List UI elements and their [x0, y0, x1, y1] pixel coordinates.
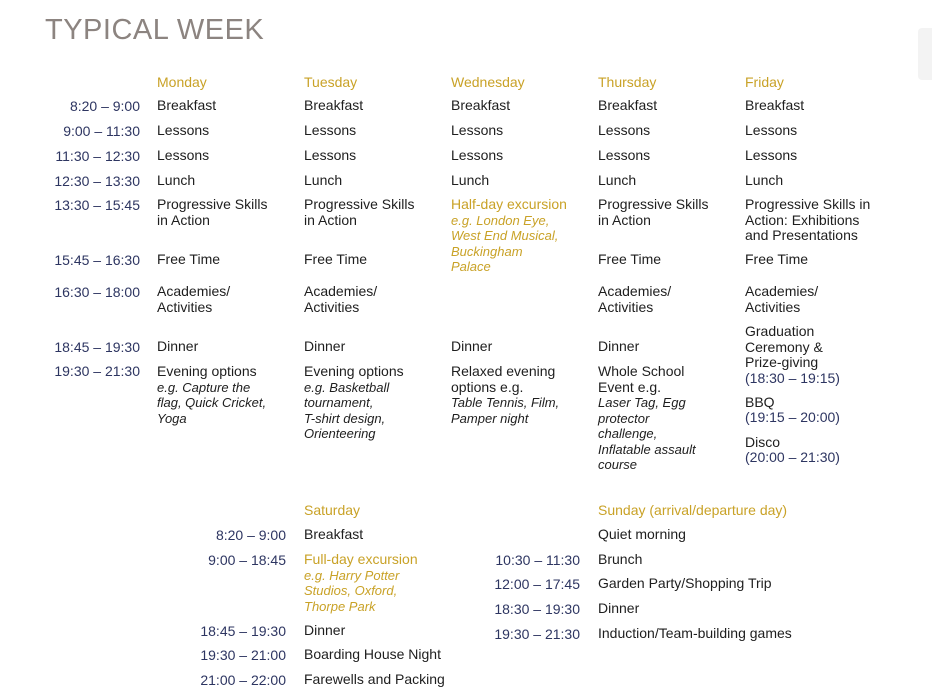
time-slot: 15:45 – 16:30	[54, 252, 140, 268]
time-slot: 18:45 – 19:30	[54, 339, 140, 355]
cell-friday-disco: Disco	[745, 434, 781, 450]
cell-free-time: Free Time	[157, 251, 221, 267]
cell-lessons: Lessons	[157, 122, 210, 138]
cell-friday-exhibitions: Progressive Skills in Action: Exhibitions and Presentations	[745, 196, 871, 243]
cell-breakfast-friday: Breakfast	[745, 97, 805, 113]
friday-graduation-time: (18:30 – 19:15)	[745, 370, 840, 386]
cell-lessons: Lessons	[598, 122, 651, 138]
day-heading-friday: Friday	[745, 74, 784, 90]
saturday-excursion-label: Full-day excursion	[304, 551, 418, 567]
evening-label: Relaxed evening options e.g.	[451, 363, 556, 395]
friday-disco-time: (20:00 – 21:30)	[745, 449, 840, 465]
saturday-time: 21:00 – 22:00	[200, 672, 286, 688]
saturday-excursion-example: e.g. Harry Potter Studios, Oxford, Thorpe Park	[304, 567, 400, 614]
time-slot: 9:00 – 11:30	[63, 123, 140, 139]
time-slot: 8:20 – 9:00	[69, 98, 140, 114]
friday-bbq-time: (19:15 – 20:00)	[745, 409, 840, 425]
day-heading-wednesday: Wednesday	[451, 74, 525, 90]
cell-lunch: Lunch	[598, 172, 637, 188]
day-heading-sunday: Sunday (arrival/departure day)	[598, 502, 788, 518]
cell-progressive-skills: Progressive Skills in Action	[157, 196, 268, 228]
saturday-time: 9:00 – 18:45	[208, 552, 286, 568]
side-tab	[918, 28, 932, 80]
day-heading-tuesday: Tuesday	[304, 74, 358, 90]
evening-example: Laser Tag, Egg protector challenge, Inflatable assault course	[598, 395, 696, 472]
cell-dinner: Dinner	[157, 338, 199, 354]
sunday-time: 18:30 – 19:30	[494, 601, 580, 617]
cell-evening-thursday	[598, 364, 696, 473]
page-title: TYPICAL WEEK	[45, 14, 265, 46]
sunday-activity: Dinner	[598, 600, 640, 616]
saturday-excursion	[304, 552, 418, 614]
evening-label: Whole School Event e.g.	[598, 363, 685, 395]
cell-evening-tuesday	[304, 364, 404, 442]
sunday-quiet-morning: Quiet morning	[598, 526, 686, 542]
saturday-activity: Boarding House Night	[304, 646, 441, 662]
saturday-activity: Dinner	[304, 622, 346, 638]
evening-example: e.g. Capture the flag, Quick Cricket, Yoga	[157, 379, 267, 426]
saturday-activity: Breakfast	[304, 526, 364, 542]
cell-lessons: Lessons	[745, 122, 798, 138]
cell-free-time: Free Time	[304, 251, 368, 267]
cell-academies: Academies/ Activities	[304, 283, 378, 315]
evening-example: Table Tennis, Film, Pamper night	[451, 395, 560, 426]
cell-lessons: Lessons	[157, 147, 210, 163]
cell-free-time: Free Time	[745, 251, 809, 267]
time-slot: 19:30 – 21:30	[54, 363, 140, 379]
excursion-example: e.g. London Eye, West End Musical, Buckingham Palace	[451, 212, 559, 274]
time-slot: 12:30 – 13:30	[54, 173, 140, 189]
saturday-time: 19:30 – 21:00	[200, 647, 286, 663]
cell-lessons: Lessons	[304, 122, 357, 138]
cell-breakfast-tuesday: Breakfast	[304, 97, 364, 113]
cell-lunch: Lunch	[451, 172, 490, 188]
cell-academies: Academies/ Activities	[745, 283, 819, 315]
saturday-activity: Farewells and Packing	[304, 671, 445, 687]
cell-friday-graduation: Graduation Ceremony & Prize-giving	[745, 323, 823, 370]
day-heading-monday: Monday	[157, 74, 207, 90]
cell-lunch: Lunch	[157, 172, 196, 188]
cell-academies: Academies/ Activities	[157, 283, 231, 315]
cell-lessons: Lessons	[598, 147, 651, 163]
cell-lessons: Lessons	[304, 147, 357, 163]
cell-free-time: Free Time	[598, 251, 662, 267]
day-heading-thursday: Thursday	[598, 74, 657, 90]
cell-lessons: Lessons	[451, 147, 504, 163]
cell-dinner: Dinner	[598, 338, 640, 354]
saturday-time: 18:45 – 19:30	[200, 623, 286, 639]
cell-breakfast-thursday: Breakfast	[598, 97, 658, 113]
cell-lessons: Lessons	[451, 122, 504, 138]
evening-label: Evening options	[157, 363, 257, 379]
cell-friday-bbq: BBQ	[745, 394, 775, 410]
excursion-label: Half-day excursion	[451, 196, 567, 212]
cell-dinner: Dinner	[451, 338, 493, 354]
evening-label: Evening options	[304, 363, 404, 379]
cell-breakfast-wednesday: Breakfast	[451, 97, 511, 113]
cell-evening-monday	[157, 364, 266, 426]
time-slot: 16:30 – 18:00	[54, 284, 140, 300]
cell-breakfast-monday: Breakfast	[157, 97, 217, 113]
cell-wednesday-excursion	[451, 197, 567, 275]
sunday-time: 19:30 – 21:30	[494, 626, 580, 642]
cell-lessons: Lessons	[745, 147, 798, 163]
time-slot: 11:30 – 12:30	[55, 148, 140, 164]
saturday-time: 8:20 – 9:00	[215, 527, 286, 543]
sunday-activity: Garden Party/Shopping Trip	[598, 575, 772, 591]
sunday-activity: Brunch	[598, 551, 643, 567]
evening-example: e.g. Basketball tournament, T-shirt design, Orienteering	[304, 379, 390, 441]
cell-academies: Academies/ Activities	[598, 283, 672, 315]
cell-dinner: Dinner	[304, 338, 346, 354]
cell-lunch: Lunch	[304, 172, 343, 188]
cell-lunch: Lunch	[745, 172, 784, 188]
cell-progressive-skills: Progressive Skills in Action	[598, 196, 709, 228]
sunday-activity: Induction/Team-building games	[598, 625, 792, 641]
time-slot: 13:30 – 15:45	[54, 197, 140, 213]
sunday-time: 12:00 – 17:45	[494, 576, 580, 592]
day-heading-saturday: Saturday	[304, 502, 361, 518]
cell-progressive-skills: Progressive Skills in Action	[304, 196, 415, 228]
sunday-time: 10:30 – 11:30	[495, 552, 580, 568]
cell-evening-wednesday	[451, 364, 559, 426]
